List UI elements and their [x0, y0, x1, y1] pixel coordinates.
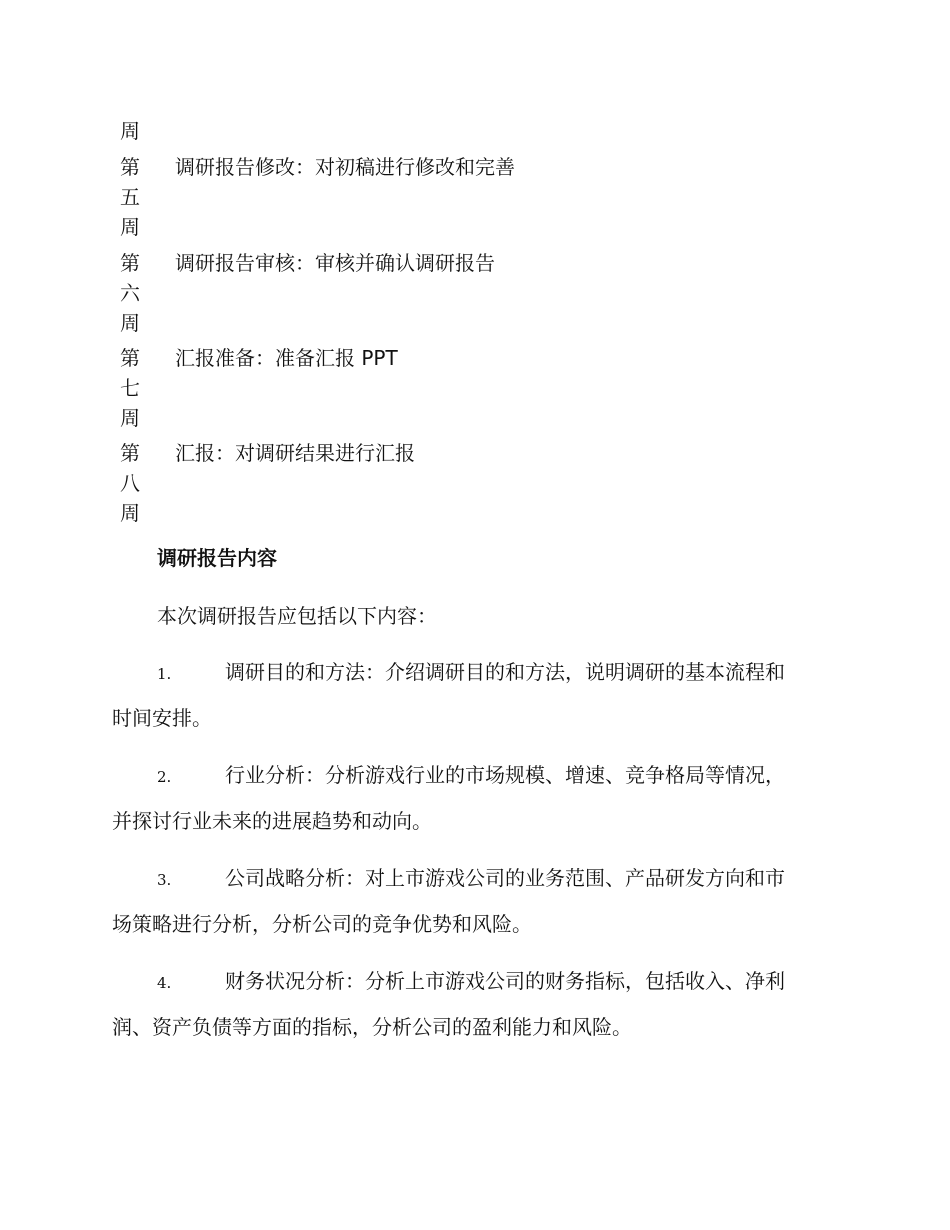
section-intro: 本次调研报告应包括以下内容：: [157, 604, 437, 628]
week-cell-char: 第: [120, 441, 140, 465]
task-cell: 调研报告审核：审核并确认调研报告: [175, 251, 495, 275]
week-cell-char: 周: [120, 311, 140, 335]
week-cell-char: 五: [120, 185, 140, 209]
task-cell: 调研报告修改：对初稿进行修改和完善: [175, 155, 515, 179]
list-item-number: 2.: [157, 768, 172, 786]
list-item-number: 3.: [157, 871, 172, 889]
list-item-text: 行业分析：分析游戏行业的市场规模、增速、竞争格局等情况，: [225, 763, 785, 787]
list-item-text: 调研目的和方法：介绍调研目的和方法，说明调研的基本流程和: [225, 660, 785, 684]
week-cell-char: 周: [120, 406, 140, 430]
section-heading: 调研报告内容: [157, 546, 277, 570]
week-cell-char: 周: [120, 501, 140, 525]
list-item-number: 1.: [157, 665, 172, 683]
week-cell-fragment: 周: [120, 119, 140, 143]
week-cell-char: 六: [120, 281, 140, 305]
week-cell-char: 第: [120, 155, 140, 179]
week-cell-char: 七: [120, 376, 140, 400]
week-cell-char: 八: [120, 471, 140, 495]
week-cell-char: 第: [120, 251, 140, 275]
list-item-text-cont: 并探讨行业未来的进展趋势和动向。: [112, 809, 432, 833]
list-item-text-cont: 场策略进行分析，分析公司的竞争优势和风险。: [112, 912, 532, 936]
list-item-text-cont: 时间安排。: [112, 706, 212, 730]
list-item-number: 4.: [157, 974, 172, 992]
list-item-text: 公司战略分析：对上市游戏公司的业务范围、产品研发方向和市: [225, 866, 785, 890]
week-cell-char: 周: [120, 215, 140, 239]
task-cell: 汇报：对调研结果进行汇报: [175, 441, 415, 465]
week-cell-char: 第: [120, 346, 140, 370]
list-item-text-cont: 润、资产负债等方面的指标，分析公司的盈利能力和风险。: [112, 1015, 632, 1039]
list-item-text: 财务状况分析：分析上市游戏公司的财务指标，包括收入、净利: [225, 969, 785, 993]
task-cell: 汇报准备：准备汇报 PPT: [175, 346, 398, 370]
